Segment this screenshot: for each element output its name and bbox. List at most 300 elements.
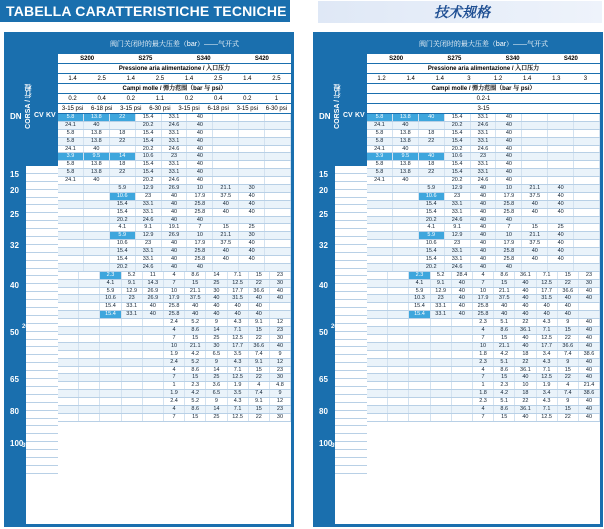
table-row [58,248,291,256]
table-cell: 40 [239,256,265,263]
table-cell: 22 [110,138,136,145]
table-cell: 40 [471,185,497,192]
table-cell: 40 [522,248,548,255]
table-row [367,351,600,359]
table-cell: 12.5 [537,280,558,287]
table-cell [522,153,548,160]
table-cell: 40 [515,311,536,318]
table-cell: 40 [548,256,574,263]
psi-value: 6-30 psi [265,106,288,112]
header-psi-row [367,104,600,114]
table-cell: 15.4 [136,114,162,121]
table-cell [393,264,419,271]
table-cell: 7.1 [228,367,249,374]
cv-value: 7 [341,300,345,307]
dn-value: 25 [10,209,19,219]
table-cell: 21.1 [213,185,239,192]
table-cell: 9.5 [393,153,419,160]
air-pressure-value: 1.2 [493,76,503,82]
cv-value: 4 [341,363,345,370]
table-cell: 9.1 [249,359,270,366]
table-cell: 4.3 [228,319,249,326]
table-row [58,398,291,406]
table-cell [431,414,452,421]
table-cell: 10.6 [136,153,162,160]
cv-kv-row [335,300,367,308]
table-cell: 2.4 [164,359,185,366]
table-cell: 40 [452,311,473,318]
table-cell: 24.1 [58,122,84,129]
cv-value: 12 [30,205,38,212]
table-cell [574,138,600,145]
table-cell: 21.1 [494,343,515,350]
table-cell [367,201,393,208]
table-cell: 22 [515,359,536,366]
table-cell [388,295,409,302]
table-cell: 13.8 [84,138,110,145]
table-cell [265,248,291,255]
dn-value: 65 [319,375,328,385]
table-cell [84,185,110,192]
table-row [367,240,600,248]
table-cell: 5.8 [58,169,84,176]
table-cell: 40 [452,303,473,310]
table-row [367,185,600,193]
table-cell: 15 [249,367,270,374]
table-cell: 40 [496,177,522,184]
cv-kv-row [26,379,58,387]
table-cell: 40 [162,256,188,263]
table-cell: 15 [249,327,270,334]
table-cell [58,295,79,302]
table-cell: 40 [515,414,536,421]
table-cell: 33.1 [445,248,471,255]
table-cell [574,114,600,121]
table-cell: 7 [473,335,494,342]
table-row [367,146,600,154]
table-cell [574,146,600,153]
table-cell [574,177,600,184]
table-cell: 9 [558,359,579,366]
table-cell [393,248,419,255]
cv-kv-row [335,434,367,442]
table-cell: 40 [579,335,600,342]
table-cell [265,122,291,129]
cv-kv-row [26,190,58,198]
table-cell: 20.2 [419,217,445,224]
table-caption: 阀门关闭时的最大压差（bar）——气开式 [418,41,549,48]
table-cell: 40 [239,209,265,216]
table-cell [431,406,452,413]
table-cell: 23 [579,272,600,279]
cv-kv-row [335,229,367,237]
table-cell [548,130,574,137]
cv-value: 7 [32,300,36,307]
table-row [367,406,600,414]
table-row [58,114,291,122]
air-pressure-value: 1.4 [406,76,415,82]
table-cell: 24.6 [162,122,188,129]
dn-label: DN [319,112,331,121]
table-cell [409,359,430,366]
cv-value: 12 [339,205,347,212]
table-cell [388,414,409,421]
cv-value: 105 [29,402,39,409]
table-cell: 25.8 [496,248,522,255]
table-cell: 17.9 [473,295,494,302]
table-cell: 40 [548,232,574,239]
table-cell: 20.2 [136,177,162,184]
table-cell: 33.1 [162,161,188,168]
kv-value: 6 [357,181,361,188]
table-cell [574,185,600,192]
table-cell: 12 [270,319,291,326]
kv-value: 24 [355,426,363,433]
table-cell [574,122,600,129]
cv-value: 18 [339,339,347,346]
table-cell: 40 [187,177,213,184]
table-cell: 40 [496,122,522,129]
cv-kv-row [26,347,58,355]
kv-value: 10 [355,205,363,212]
table-cell [84,201,110,208]
cv-value: 28 [339,386,347,393]
table-row [58,327,291,335]
table-cell: 7.1 [228,272,249,279]
kv-value: 41 [46,379,54,386]
kv-value: 61.5 [44,450,56,457]
table-cell [79,414,100,421]
cv-kv-row [26,324,58,332]
table-cell: 20.2 [445,122,471,129]
table-cell: 5.8 [58,161,84,168]
table-cell: 33.1 [122,303,143,310]
table-cell: 40 [187,153,213,160]
spring-header: S200 [80,56,95,62]
spring-range-value: 0.2-1 [476,96,491,102]
table-cell [574,240,600,247]
table-cell: 4.1 [110,224,136,231]
table-cell: 40 [522,201,548,208]
cv-kv-row [335,466,367,474]
table-cell: 40 [185,303,206,310]
cv-kv-row [335,276,367,284]
table-cell [239,161,265,168]
cv-kv-row [26,166,58,174]
cv-value: 7 [341,181,345,188]
table-cell: 2.3 [473,319,494,326]
table-cell [367,319,388,326]
table-cell: 12 [270,359,291,366]
table-cell [431,351,452,358]
table-cell: 40 [187,122,213,129]
cv-value: 105 [338,442,348,449]
dn-value: 25 [319,209,328,219]
kv-value: 3.5 [355,260,363,267]
cv-kv-row [335,411,367,419]
kv-value: 24 [355,331,363,338]
table-cell [419,146,445,153]
table-cell [143,414,164,421]
table-row [58,359,291,367]
table-cell [574,232,600,239]
table-cell [367,264,393,271]
cv-kv-row [335,458,367,466]
table-row [367,201,600,209]
table-cell [265,224,291,231]
table-cell: 40 [419,114,445,121]
table-cell: 25.8 [496,209,522,216]
table-cell: 5.2 [185,359,206,366]
table-cell: 1.9 [228,382,249,389]
table-cell [84,248,110,255]
table-cell [143,319,164,326]
table-cell: 7 [496,224,522,231]
kv-value: 2.1 [46,197,54,204]
table-cell: 21.4 [579,382,600,389]
table-row [58,272,291,280]
table-cell: 40 [213,248,239,255]
table-cell: 13.8 [393,169,419,176]
table-cell [574,224,600,231]
air-pressure-value: 1.4 [435,76,444,82]
table-cell: 40 [187,161,213,168]
cv-kv-row [335,379,367,387]
table-cell: 22 [558,414,579,421]
dn-value: 20 [10,185,19,195]
table-cell: 12.5 [537,374,558,381]
table-cell: 30 [239,185,265,192]
table-cell: 6.5 [206,390,227,397]
cv-value: 12 [339,347,347,354]
kv-value: 2.1 [46,173,54,180]
table-cell: 14 [206,327,227,334]
table-cell: 4.8 [270,382,291,389]
cv-kv-row [335,403,367,411]
header-range-row [367,94,600,104]
table-cell: 40 [496,130,522,137]
psi-value: 6-18 psi [207,106,229,112]
table-cell: 22 [419,138,445,145]
kv-value: 90 [355,402,363,409]
table-cell [574,256,600,263]
table-cell: 40 [537,311,558,318]
table-cell [143,359,164,366]
air-pressure-title: Pressione aria alimentazione / 入口压力 [427,66,540,72]
table-cell: 24.6 [471,146,497,153]
table-row [58,232,291,240]
cv-kv-row [26,355,58,363]
table-cell [452,390,473,397]
psi-value: 3-15 psi [120,106,142,112]
cv-value: 2.5 [30,173,38,180]
table-cell [574,217,600,224]
table-cell: 40 [452,295,473,302]
table-cell: 10 [473,343,494,350]
kv-value: 41 [355,457,363,464]
table-row [58,390,291,398]
cv-value: 72 [30,410,38,417]
table-row [367,374,600,382]
kv-value: 90 [46,442,54,449]
table-row [367,122,600,130]
table-cell: 2.3 [409,272,430,279]
table-cell [431,335,452,342]
table-cell: 40 [471,232,497,239]
table-cell [367,209,393,216]
table-cell: 4 [473,406,494,413]
table-cell [79,311,100,318]
kv-value: 10 [46,205,54,212]
table-cell: 40 [239,193,265,200]
table-row [367,343,600,351]
table-cell: 40 [548,248,574,255]
table-cell: 33.1 [136,201,162,208]
table-cell: 12.9 [445,232,471,239]
table-cell: 18 [110,130,136,137]
table-cell: 24.6 [162,146,188,153]
table-cell: 33.1 [162,130,188,137]
table-cell [265,240,291,247]
table-cell: 21.1 [185,343,206,350]
table-cell [213,217,239,224]
table-cell [79,327,100,334]
table-cell: 24.6 [471,122,497,129]
kv-value: 15.5 [44,237,56,244]
table-cell: 20.2 [136,122,162,129]
table-cell [388,359,409,366]
table-cell: 5.9 [419,185,445,192]
table-cell: 15.4 [419,209,445,216]
table-cell: 10.3 [409,295,430,302]
table-cell [110,146,136,153]
table-cell [79,335,100,342]
spring-range-value: 1 [274,96,279,102]
spring-range-title: Campi molle / 弹力范围（bar 与 psi） [431,86,536,92]
table-cell [239,138,265,145]
table-cell: 40 [84,177,110,184]
air-pressure-title: Pressione aria alimentazione / 入口压力 [118,66,231,72]
cv-kv-row [335,340,367,348]
table-cell [431,390,452,397]
header-springs-row [58,54,291,64]
kv-value: 61.5 [353,371,365,378]
table-cell [239,264,265,271]
table-cell [84,224,110,231]
kv-value: 41 [355,379,363,386]
cv-value: 48 [30,379,38,386]
table-row [367,153,600,161]
table-cell: 17.7 [228,288,249,295]
kv-value: 90 [46,402,54,409]
table-cell: 9.1 [136,224,162,231]
kv-value: 61.5 [353,450,365,457]
table-cell: 40 [162,193,188,200]
cv-value: 28 [30,331,38,338]
table-cell [367,232,393,239]
table-cell [213,130,239,137]
table-cell [265,256,291,263]
kv-value: 6 [357,252,361,259]
table-cell: 30 [270,414,291,421]
table-cell [58,209,84,216]
table-cell [58,390,79,397]
table-cell [239,130,265,137]
table-cell: 40 [522,209,548,216]
table-cell: 30 [270,374,291,381]
table-cell [393,232,419,239]
table-cell [367,374,388,381]
cv-value: 4 [341,260,345,267]
table-cell [100,351,121,358]
table-cell [122,367,143,374]
table-cell: 36.6 [558,343,579,350]
table-cell [431,359,452,366]
table-cell [213,264,239,271]
table-cell: 40 [537,303,558,310]
table-cell: 15.4 [136,130,162,137]
table-cell [367,367,388,374]
table-cell: 21.1 [213,232,239,239]
cv-kv-row [26,261,58,269]
table-row [58,319,291,327]
table-cell: 40 [162,217,188,224]
table-cell [58,382,79,389]
table-cell: 40 [515,335,536,342]
table-cell [431,319,452,326]
cv-kv-row [26,198,58,206]
table-cell [548,177,574,184]
table-row [58,406,291,414]
table-cell [452,327,473,334]
kv-value: 61.5 [44,410,56,417]
table-cell: 15.4 [445,130,471,137]
cv-kv-row [26,316,58,324]
table-cell: 40 [419,153,445,160]
table-cell: 13.8 [84,114,110,121]
cv-value: 4 [341,221,345,228]
table-cell: 8.6 [494,327,515,334]
table-row [58,169,291,177]
table-cell: 4.3 [537,359,558,366]
table-cell: 36.1 [515,406,536,413]
spring-header: S420 [563,56,578,62]
table-cell: 7.1 [228,327,249,334]
table-cell [265,193,291,200]
table-cell: 40 [452,280,473,287]
table-cell: 22 [110,114,136,121]
table-cell: 21.1 [522,185,548,192]
cv-value: 4 [341,166,345,172]
table-cell: 10 [187,232,213,239]
table-cell [58,343,79,350]
kv-value: 2.1 [355,268,363,275]
table-cell: 28.4 [452,272,473,279]
table-cell: 25.8 [473,303,494,310]
dn-value: 15 [319,170,328,179]
table-cell: 13.8 [84,169,110,176]
cv-value: 7 [32,252,36,259]
dn-value: 100 [319,438,333,448]
psi-value: 3-15 psi [178,106,200,112]
table-cell: 21.1 [185,288,206,295]
table-cell: 25.8 [164,311,185,318]
table-cell [84,256,110,263]
table-cell [431,367,452,374]
cv-value: 2.5 [30,229,38,236]
table-cell: 40 [187,146,213,153]
table-cell: 5.2 [122,272,143,279]
